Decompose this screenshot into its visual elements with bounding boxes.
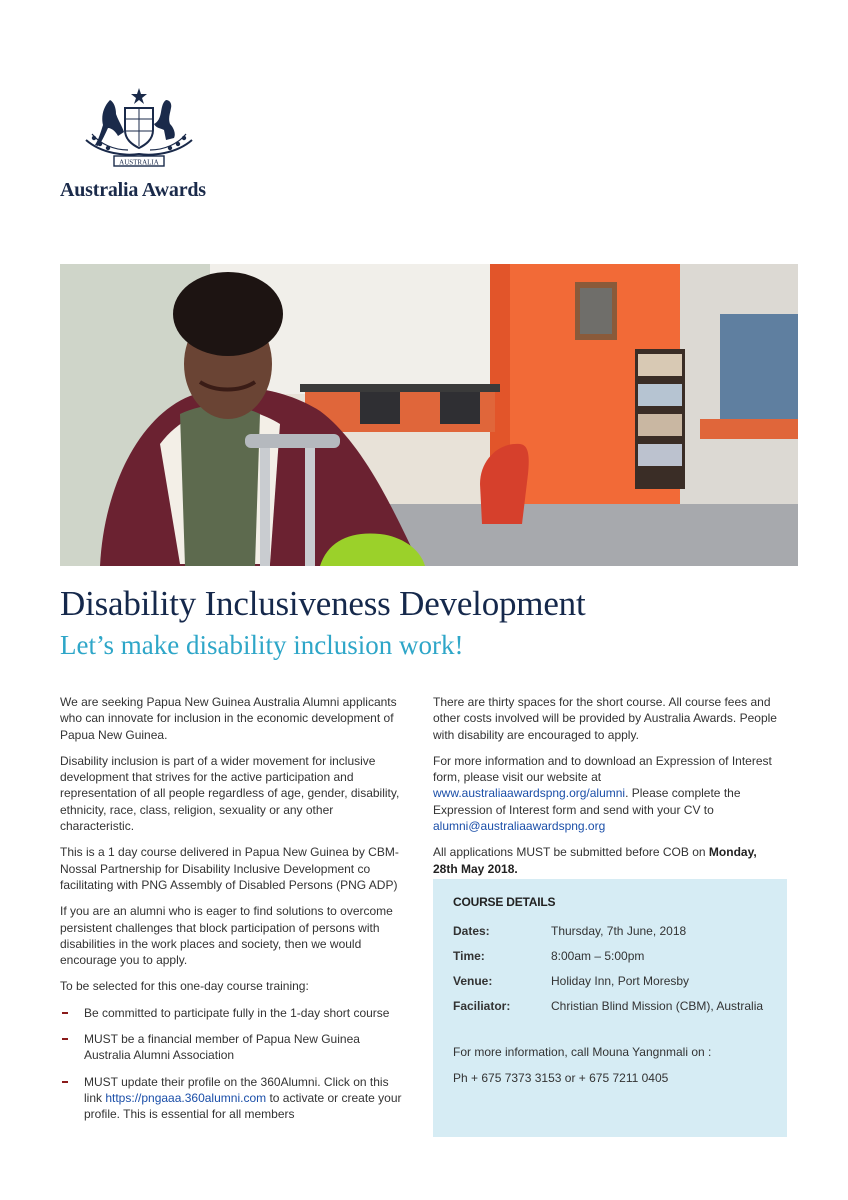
bullet-text: to activate or create your profile. This is essential for all members <box>84 1090 402 1122</box>
encouragement-paragraph: If you are an alumni who is eager to find solutions to overcome persistent challenges that block participation of persons with disabilities in the work places and society, then we would encourage you to apply. <box>60 904 393 968</box>
selection-criteria-heading: To be selected for this one-day course training: <box>60 979 309 994</box>
spaces-paragraph: There are thirty spaces for the short course. All course fees and other costs involved will be provided by Australia Awards. People with disability are encouraged to apply. <box>433 695 777 742</box>
detail-value: Holiday Inn, Port Moresby <box>551 974 690 988</box>
deadline-text: All applications MUST be submitted before COB on <box>433 845 709 860</box>
page-title: Disability Inclusiveness Development <box>60 584 586 623</box>
alumni-portal-link[interactable]: https://pngaaa.360alumni.com <box>105 1090 267 1105</box>
detail-row-facilitator <box>453 998 767 1014</box>
website-link[interactable]: www.australiaawardspng.org/alumni <box>433 786 626 801</box>
detail-label: Venue: <box>453 974 493 988</box>
detail-value: Thursday, 7th June, 2018 <box>551 924 687 938</box>
course-details-heading: COURSE DETAILS <box>453 895 556 909</box>
detail-label: Time: <box>453 949 485 963</box>
right-column <box>433 694 783 887</box>
selection-criteria-list <box>60 1005 405 1123</box>
detail-row-time <box>453 948 767 964</box>
list-item: MUST be a financial member of Papua New Guinea Australia Alumni Association <box>60 1031 405 1064</box>
left-column <box>60 694 405 1133</box>
detail-row-venue <box>453 973 767 989</box>
contact-phones: Ph + 675 7373 3153 or + 675 7211 0405 <box>453 1071 669 1085</box>
deadline-date: Monday, 28th May 2018. <box>433 845 757 876</box>
contact-line: For more information, call Mouna Yangnmali on : <box>453 1045 712 1059</box>
contact-info <box>453 1044 767 1086</box>
deadline-paragraph <box>433 844 783 877</box>
page-subtitle: Let’s make disability inclusion work! <box>60 630 464 660</box>
course-details-box <box>433 879 787 1137</box>
course-delivery-paragraph: This is a 1 day course delivered in Papua New Guinea by CBM-Nossal Partnership for Disability Inclusive Development co facilitating with PNG Assembly of Disabled Persons (PNG ADP) <box>60 845 399 892</box>
list-item <box>60 1074 405 1123</box>
email-link[interactable]: alumni@australiaawardspng.org <box>433 819 606 834</box>
brand-name: Australia Awards <box>60 179 206 201</box>
hero-photo <box>60 264 798 566</box>
detail-value: Christian Blind Mission (CBM), Australia <box>551 999 764 1013</box>
detail-row-dates <box>453 923 767 939</box>
australia-coat-of-arms-icon <box>80 86 198 174</box>
detail-value: 8:00am – 5:00pm <box>551 949 645 963</box>
bullet-text: MUST update their profile on the 360Alumni. Click on this link <box>84 1074 389 1105</box>
inclusion-paragraph: Disability inclusion is part of a wider movement for inclusive development that strives for the active participation and representation of all people regardless of age, gender, disability, ethnicity, race, class, religion, sexuality or any other characteristic. <box>60 753 400 834</box>
more-info-text: . Please complete the Expression of Interest form and send with your CV to <box>433 786 741 817</box>
detail-label: Dates: <box>453 924 490 938</box>
detail-label: Faciliator: <box>453 999 511 1013</box>
more-info-paragraph <box>433 753 783 834</box>
intro-paragraph: We are seeking Papua New Guinea Australia Alumni applicants who can innovate for inclusion in the economic development of Papua New Guinea. <box>60 695 397 742</box>
more-info-text: For more information and to download an Expression of Interest form, please visit our website at <box>433 753 772 785</box>
list-item: Be committed to participate fully in the 1-day short course <box>60 1005 405 1021</box>
crest-motto: AUSTRALIA <box>119 158 159 167</box>
